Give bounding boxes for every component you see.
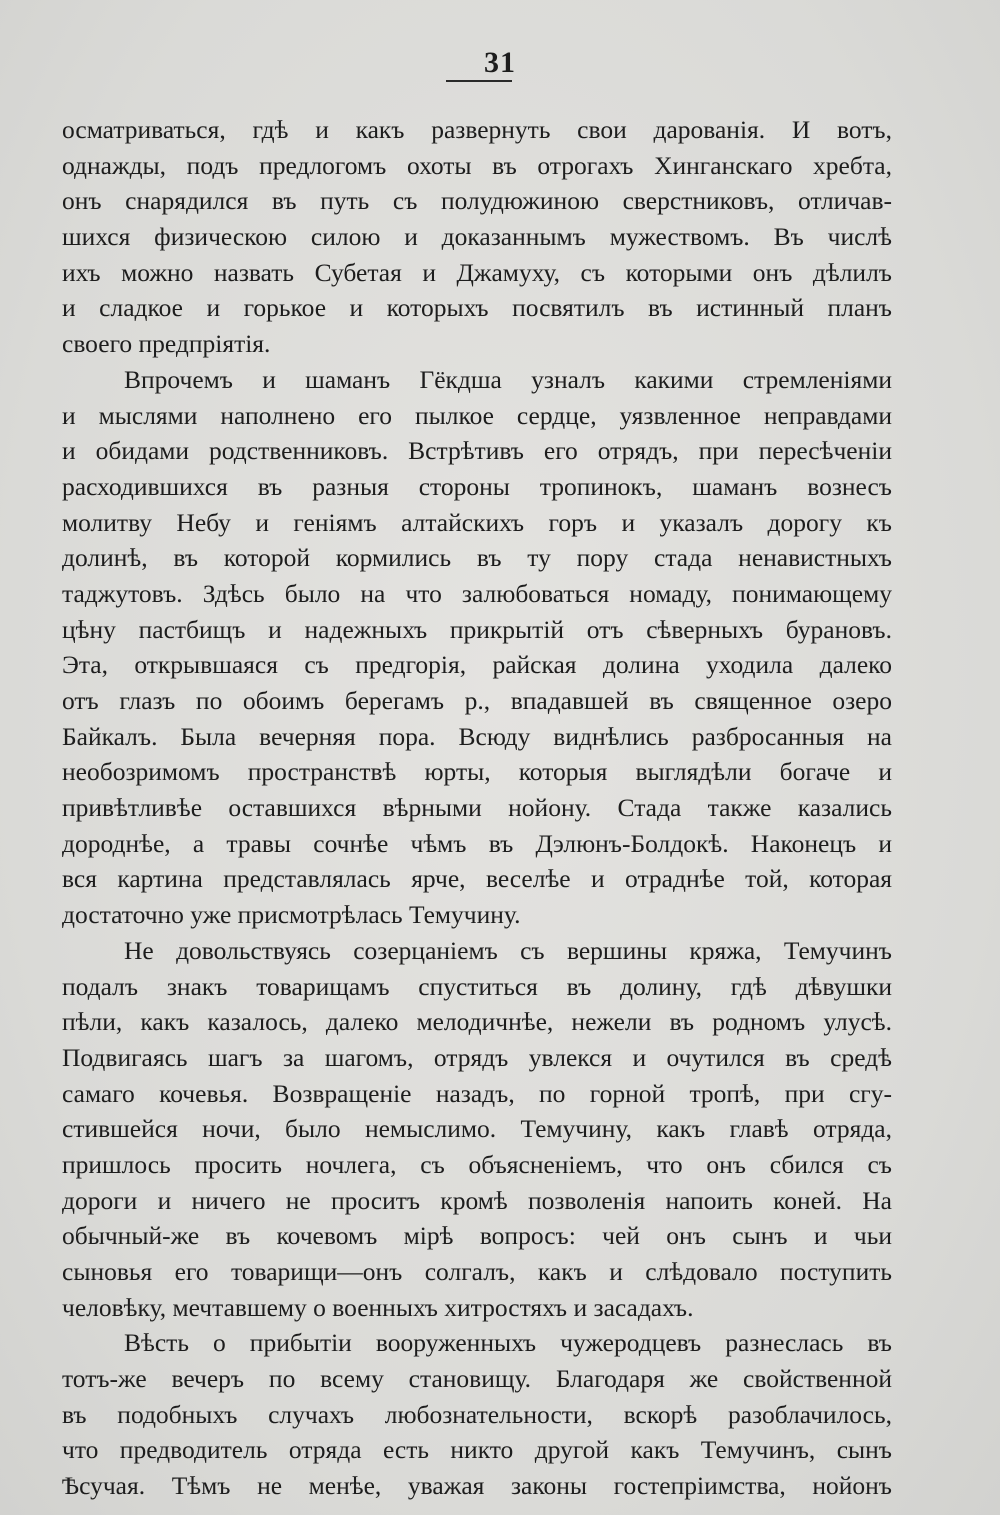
- text-line: Впрочемъ и шаманъ Гёкдша узналъ какими стремленіями: [124, 364, 892, 394]
- text-line: цѣну пастбищъ и надежныхъ прикрытій отъ сѣверныхъ бурановъ.: [62, 614, 892, 644]
- text-line: Эта, открывшаяся съ предгорія, райская долина уходила далеко: [62, 650, 892, 680]
- text-line: Не довольствуясь созерцаніемъ съ вершины кряжа, Темучинъ: [124, 935, 892, 965]
- text-line: Подвигаясь шагъ за шагомъ, отрядъ увлекся и очутился въ средѣ: [62, 1042, 892, 1072]
- text-line: стившейся ночи, было немыслимо. Темучину, какъ главѣ отряда,: [62, 1114, 892, 1144]
- text-line: отъ глазъ по обоимъ берегамъ р., впадавшей въ священное озеро: [62, 686, 892, 715]
- text-line: дороги и ничего не проситъ кромѣ позволенія напоить коней. На: [62, 1185, 892, 1215]
- text-line: онъ снарядился въ путь съ полудюжиною сверстниковъ, отличав-: [62, 186, 892, 216]
- text-line: ихъ можно назвать Субетая и Джамуху, съ которыми онъ дѣлилъ: [62, 257, 892, 287]
- text-line: однажды, подъ предлогомъ охоты въ отрогахъ Хинганскаго хребта,: [62, 150, 892, 180]
- text-line: своего предпріятія.: [62, 329, 271, 359]
- text-line: молитву Небу и геніямъ алтайскихъ горъ и указалъ дорогу къ: [62, 507, 892, 537]
- text-line: что предводитель отряда есть никто другой какъ Темучинъ, сынъ: [62, 1435, 892, 1465]
- text-line: вся картина представлялась ярче, веселѣе и отраднѣе той, которая: [62, 864, 892, 894]
- text-line: привѣтливѣе оставшихся вѣрными нойону. Стада также казались: [62, 793, 892, 823]
- page-number: 31: [484, 46, 516, 79]
- page-number-underline: [446, 80, 512, 82]
- text-line: обычный-же въ кочевомъ мірѣ вопросъ: чей онъ сынъ и чьи: [62, 1221, 892, 1251]
- text-line: долинѣ, въ которой кормились въ ту пору стада ненавистныхъ: [62, 543, 892, 573]
- text-line: Вѣсть о прибытіи вооруженныхъ чужеродцевъ разнеслась въ: [124, 1328, 892, 1358]
- text-line: достаточно уже присмотрѣлась Темучину.: [62, 900, 521, 930]
- text-line: самаго кочевья. Возвращеніе назадъ, по горной тропѣ, при сгу-: [62, 1078, 892, 1108]
- text-line: и мыслями наполнено его пылкое сердце, уязвленное неправдами: [62, 400, 892, 430]
- text-line: сыновья его товарищи—онъ солгалъ, какъ и слѣдовало поступить: [62, 1257, 892, 1286]
- text-line: осматриваться, гдѣ и какъ развернуть свои дарованія. И вотъ,: [62, 115, 892, 144]
- text-line: человѣку, мечтавшему о военныхъ хитростяхъ и засадахъ.: [62, 1292, 694, 1322]
- text-line: пришлось просить ночлега, съ объясненіемъ, что онъ сбился съ: [62, 1149, 892, 1179]
- text-line: дороднѣе, а травы сочнѣе чѣмъ въ Дэлюнъ-Болдокѣ. Наконецъ и: [62, 828, 892, 858]
- body-text: [62, 112, 892, 1504]
- text-line: Ѣсучая. Тѣмъ не менѣе, уважая законы гостепріимства, нойонъ: [62, 1471, 892, 1501]
- text-line: шихся физическою силою и доказаннымъ мужествомъ. Въ числѣ: [62, 222, 892, 252]
- text-line: пѣли, какъ казалось, далеко мелодичнѣе, нежели въ родномъ улусѣ.: [62, 1007, 892, 1037]
- text-line: необозримомъ пространствѣ юрты, которыя выглядѣли богаче и: [62, 757, 892, 787]
- text-line: въ подобныхъ случахъ любознательности, вскорѣ разоблачилось,: [62, 1399, 892, 1429]
- text-line: подалъ знакъ товарищамъ спуститься въ долину, гдѣ дѣвушки: [62, 971, 892, 1001]
- text-line: тотъ-же вечеръ по всему становищу. Благодаря же свойственной: [62, 1364, 892, 1394]
- text-line: таджутовъ. Здѣсь было на что залюбоваться номаду, понимающему: [62, 578, 892, 608]
- text-line: и сладкое и горькое и которыхъ посвятилъ въ истинный планъ: [62, 293, 892, 323]
- text-line: Байкалъ. Была вечерняя пора. Всюду виднѣлись разбросанныя на: [62, 721, 892, 751]
- text-line: и обидами родственниковъ. Встрѣтивъ его отрядъ, при пересѣченіи: [62, 436, 892, 466]
- text-line: расходившихся въ разныя стороны тропинокъ, шаманъ вознесъ: [62, 471, 892, 501]
